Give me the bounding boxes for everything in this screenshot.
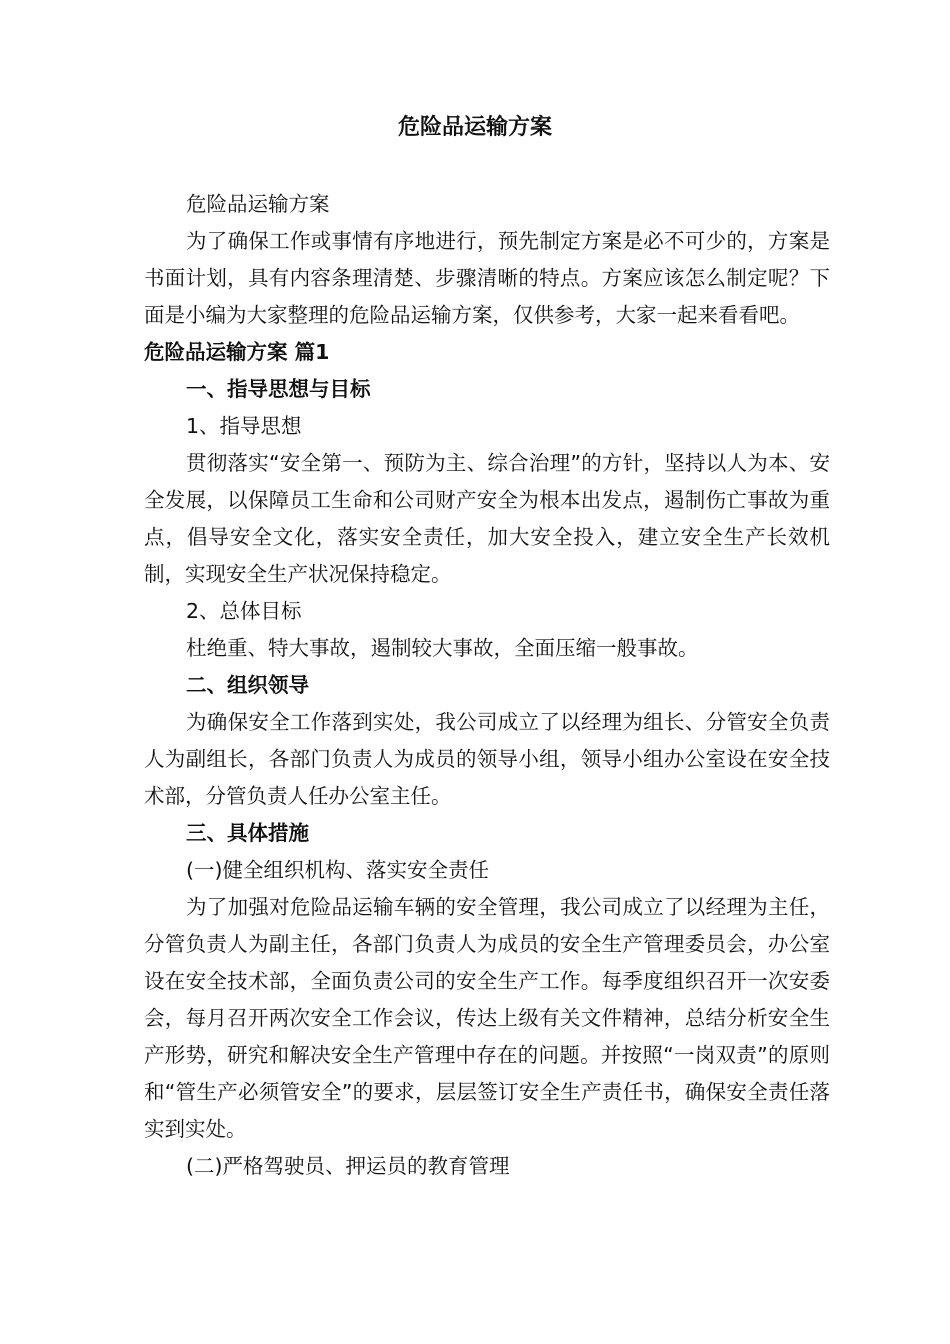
subheading-driver-education: (二)严格驾驶员、押运员的教育管理: [186, 1154, 510, 1178]
section-heading-part1: 危险品运输方案 篇1: [144, 340, 330, 364]
paragraph-organization-responsibility: 为了加强对危险品运输车辆的安全管理，我公司成立了以经理为主任，分管负责人为副主任，各部门负责人为成员的安全生产管理委员会，办公室设在安全技术部，全面负责公司的安全生产工作。每季度组织召开一次安委会，每月召开两次安全工作会议，传达上级有关文件精神，总结分析安全生产形势，研究和解决安全生产管理中存在的问题。并按照“一岗双责”的原则和“管生产必须管安全”的要求，层层签订安全生产责任书，确保安全责任落实到实处。: [144, 895, 830, 1141]
heading-guiding-ideology-goals: 一、指导思想与目标: [186, 377, 371, 401]
heading-specific-measures: 三、具体措施: [186, 821, 309, 845]
subheading-organization-responsibility: (一)健全组织机构、落实安全责任: [186, 858, 489, 882]
paragraph-subtitle: 危险品运输方案: [186, 192, 330, 216]
paragraph-organization-leadership: 为确保安全工作落到实处，我公司成立了以经理为组长、分管安全负责人为副组长，各部门负责人为成员的领导小组，领导小组办公室设在安全技术部，分管负责人任办公室主任。: [144, 710, 830, 808]
paragraph-intro: 为了确保工作或事情有序地进行，预先制定方案是必不可少的，方案是书面计划，具有内容条理清楚、步骤清晰的特点。方案应该怎么制定呢？下面是小编为大家整理的危险品运输方案，仅供参考，大家一起来看看吧。: [144, 229, 830, 327]
subheading-overall-goal: 2、总体目标: [186, 599, 302, 623]
paragraph-overall-goal: 杜绝重、特大事故，遏制较大事故，全面压缩一般事故。: [186, 636, 699, 660]
paragraph-guiding-ideology: 贯彻落实“安全第一、预防为主、综合治理”的方针，坚持以人为本、安全发展，以保障员工生命和公司财产安全为根本出发点，遏制伤亡事故为重点，倡导安全文化，落实安全责任，加大安全投入，建立安全生产长效机制，实现安全生产状况保持稳定。: [144, 451, 830, 586]
document-title: 危险品运输方案: [397, 115, 552, 140]
subheading-guiding-ideology: 1、指导思想: [186, 414, 302, 438]
heading-organization-leadership: 二、组织领导: [186, 673, 309, 697]
